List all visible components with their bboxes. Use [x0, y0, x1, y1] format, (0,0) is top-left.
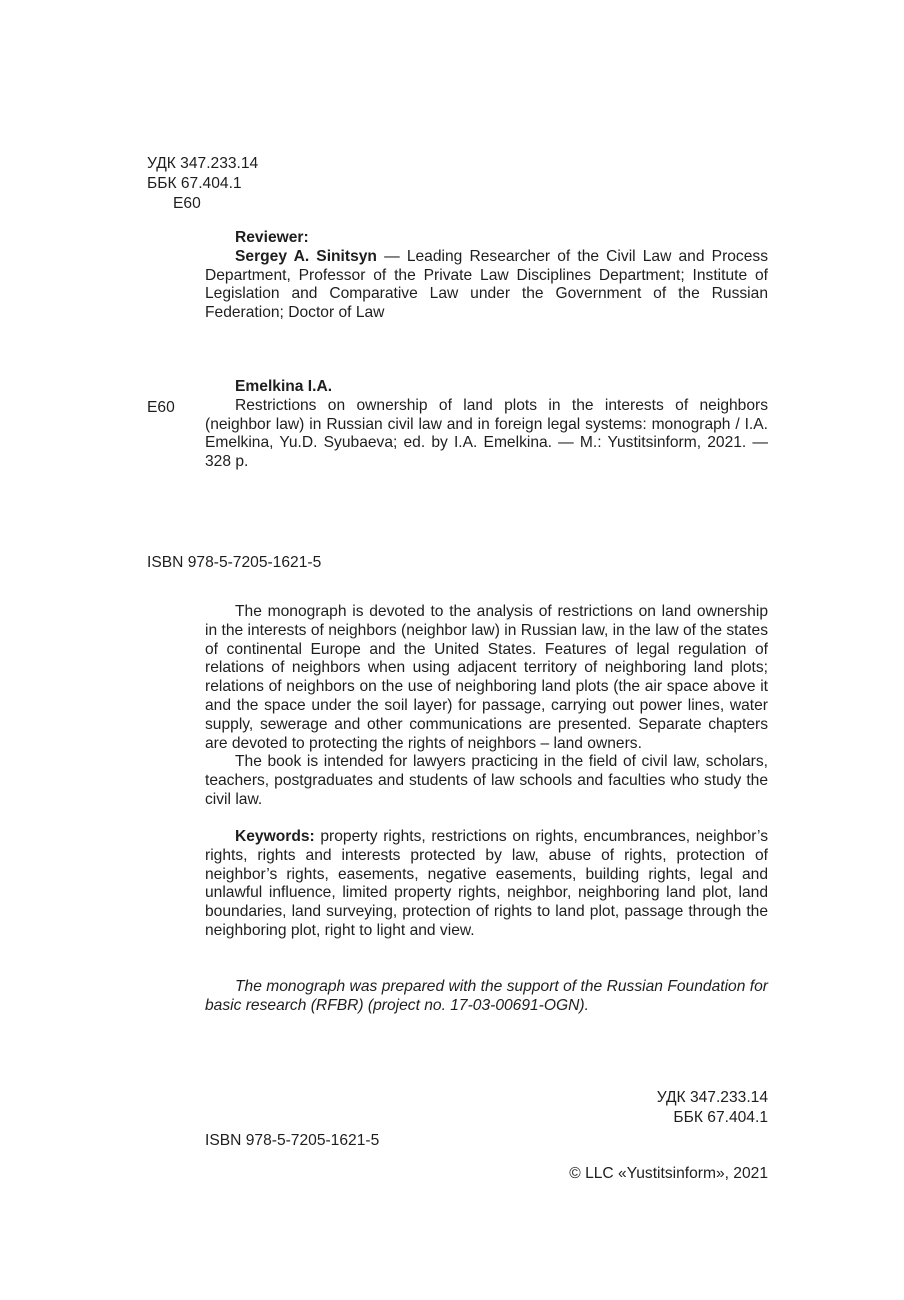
footer-udk: УДК 347.233.14 — [656, 1089, 768, 1106]
udk-code: УДК 347.233.14 — [147, 155, 259, 172]
catalog-description: Restrictions on ownership of land plots in the interests of neighbors (neighbor law) in Russian civil law and in foreign legal systems: monograph / I.A. Emelkina, Yu.D. Syubaeva; ed. by I.A. Emelkina. — M.: Yustitsinform, 2021. — 328 p. — [205, 396, 768, 471]
abstract — [205, 603, 768, 810]
isbn-left: ISBN 978-5-7205-1621-5 — [147, 554, 322, 571]
abstract-paragraph-2: The book is intended for lawyers practicing in the field of civil law, scholars, teachers, postgraduates and students of law schools and faculties who study the civil law. — [205, 753, 768, 808]
keywords-block — [205, 828, 768, 941]
support-note-block — [205, 978, 768, 1016]
catalog-author: Emelkina I.A. — [235, 378, 333, 395]
reviewer-description: — Leading Researcher of the Civil Law and Process Department, Professor of the Private Law Disciplines Department; Institute of Legislation and Comparative Law under the Government of the Russian Federation; Doctor of Law — [205, 247, 768, 322]
copyright: © LLC «Yustitsinform», 2021 — [569, 1165, 768, 1182]
reviewer-text — [205, 248, 768, 323]
bbk-code: ББК 67.404.1 — [147, 175, 242, 192]
keywords-label: Keywords: — [235, 828, 315, 845]
abstract-paragraph-1: The monograph is devoted to the analysis of restrictions on land ownership in the interests of neighbors (neighbor law) in Russian law, in the law of the states of continental Europe and the United States. Features of legal regulation of relations of neighbors when using adjacent territory of neighboring land plots; relations of neighbors on the use of neighboring land plots (the air space above it and the space under the soil layer) for passage, carrying out power lines, water supply, sewerage and other communications are presented. Separate chapters are devoted to protecting the rights of neighbors – land owners. — [205, 603, 768, 752]
footer-bbk: ББК 67.404.1 — [673, 1109, 768, 1126]
reviewer-name: Sergey A. Sinitsyn — [235, 247, 377, 265]
support-note: The monograph was prepared with the support of the Russian Foundation for basic research (RFBR) (project no. 17-03-00691-OGN). — [205, 978, 768, 1014]
reviewer-heading: Reviewer: — [235, 229, 309, 246]
reviewer-block — [205, 229, 768, 323]
catalog-entry — [205, 378, 768, 472]
keywords-text: property rights, restrictions on rights, encumbrances, neighbor’s rights, rights and interests protected by law, abuse of rights, protection of neighbor’s rights, easements, negative easements, building rights, legal and unlawful influence, limited property rights, neighbor, neighboring land plot, land boundaries, land surveying, protection of rights to land plot, passage through the neighboring plot, right to light and view. — [205, 828, 768, 939]
footer-isbn: ISBN 978-5-7205-1621-5 — [205, 1132, 380, 1149]
author-mark: Е60 — [173, 195, 201, 212]
catalog-author-mark: Е60 — [147, 399, 175, 416]
